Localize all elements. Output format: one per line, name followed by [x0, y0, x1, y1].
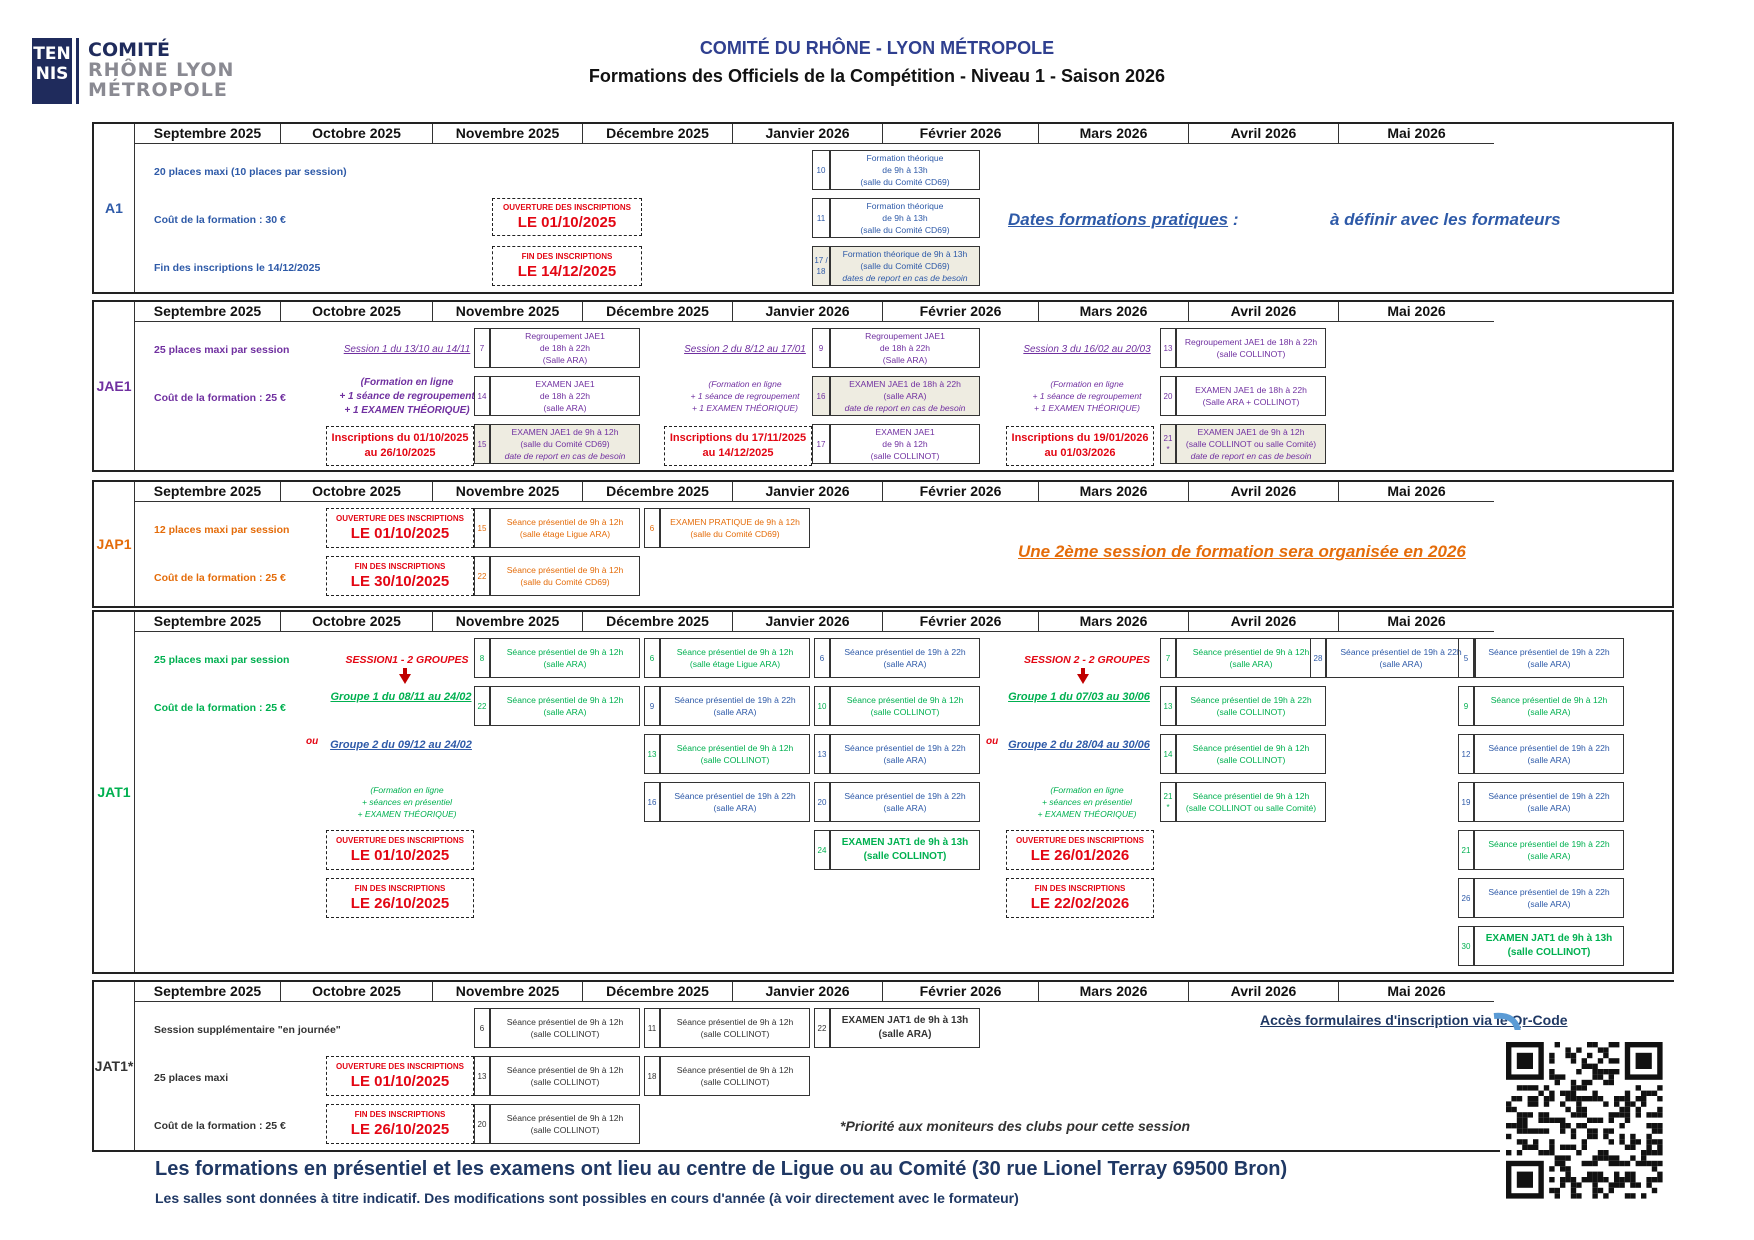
session-box: Séance présentiel de 9h à 12h (salle ARA) [1176, 638, 1326, 678]
session-box: Séance présentiel de 19h à 22h (salle ARA) [830, 782, 980, 822]
block-jap1 [92, 480, 1674, 608]
a1-cost: Coût de la formation : 30 € [154, 214, 286, 226]
month-header: Mai 2026 [1338, 124, 1494, 144]
month-header: Octobre 2025 [280, 124, 432, 144]
page-title: COMITÉ DU RHÔNE - LYON MÉTROPOLE [699, 38, 1055, 58]
jap1-day-6: 6 [644, 508, 660, 548]
jap1-opening-box: OUVERTURE DES INSCRIPTIONS LE 01/10/2025 [326, 508, 474, 548]
jat1-s1-group1: Groupe 1 du 08/11 au 24/02 [330, 691, 472, 703]
jap1-session-22: Séance présentiel de 9h à 12h (salle du Comité CD69) [490, 556, 640, 596]
jae1-cost: Coût de la formation : 25 € [154, 392, 286, 404]
month-header: Mars 2026 [1038, 482, 1188, 502]
jat1s-places: 25 places maxi [154, 1072, 229, 1084]
day-number: 6 [814, 638, 830, 678]
jat1s-session: Session supplémentaire "en journée" [154, 1024, 341, 1036]
a1-day-10: 10 [812, 150, 830, 190]
month-header: Avril 2026 [1188, 124, 1338, 144]
block-label: JAT1* [94, 1058, 134, 1074]
a1-opening-box: OUVERTURE DES INSCRIPTIONS LE 01/10/2025 [492, 198, 642, 236]
month-header: Décembre 2025 [582, 482, 732, 502]
day-number: 24 [814, 830, 830, 870]
jae1-session-13: Regroupement JAE1 de 18h à 22h (salle COLLINOT) [1176, 328, 1326, 368]
session-box: Séance présentiel de 9h à 12h (salle COLLINOT) [660, 1056, 810, 1096]
day-number: 20 [474, 1104, 490, 1144]
session-box: Séance présentiel de 19h à 22h (salle ARA) [660, 686, 810, 726]
month-header: Janvier 2026 [732, 482, 882, 502]
month-header: Février 2026 [882, 482, 1038, 502]
day-number: 8 [474, 638, 490, 678]
a1-places: 20 places maxi (10 places par session) [154, 166, 347, 178]
session-box: Séance présentiel de 9h à 12h (salle étage Ligue ARA) [660, 638, 810, 678]
qr-link-text[interactable]: Accès formulaires d'inscription via le Qr-Code [1260, 1012, 1568, 1028]
month-header: Avril 2026 [1188, 302, 1338, 322]
jap1-note: Une 2ème session de formation sera organisée en 2026 [1018, 542, 1466, 561]
jat1-or-2: ou [986, 736, 999, 747]
day-number: 13 [814, 734, 830, 774]
block-jat1 [92, 610, 1674, 974]
jae1-day-16: 16 [812, 376, 830, 416]
jae1-day-21: 21 * [1160, 424, 1176, 464]
logo-box-line2: NIS [35, 64, 69, 84]
jae1-session-21: EXAMEN JAE1 de 9h à 12h (salle COLLINOT ou salle Comité) date de report en cas de besoin [1176, 424, 1326, 464]
day-number: 6 [474, 1008, 490, 1048]
jae1-session-20: EXAMEN JAE1 de 18h à 22h (Salle ARA + COLLINOT) [1176, 376, 1326, 416]
month-header: Avril 2026 [1188, 482, 1338, 502]
jae1-places: 25 places maxi par session [154, 344, 290, 356]
a1-day-17-18: 17 / 18 [812, 246, 830, 286]
session-box: EXAMEN JAT1 de 9h à 13h (salle COLLINOT) [830, 830, 980, 870]
jat1-s2-group1: Groupe 1 du 07/03 au 30/06 [1008, 691, 1150, 703]
month-header: Décembre 2025 [582, 982, 732, 1002]
session-box: Séance présentiel de 19h à 22h (salle ARA) [830, 638, 980, 678]
jae1-session-16: EXAMEN JAE1 de 18h à 22h (salle ARA) date de report en cas de besoin [830, 376, 980, 416]
month-header: Mai 2026 [1338, 482, 1494, 502]
block-label: JAE1 [96, 378, 132, 394]
day-number: 30 [1458, 926, 1474, 966]
session-box: Séance présentiel de 19h à 22h (salle ARA) [830, 734, 980, 774]
session-box: Séance présentiel de 19h à 22h (salle ARA) [1326, 638, 1476, 678]
jat1-closing2-box: FIN DES INSCRIPTIONS LE 22/02/2026 [1006, 878, 1154, 918]
jae1-session-15: EXAMEN JAE1 de 9h à 12h (salle du Comité CD69) date de report en cas de besoin [490, 424, 640, 464]
jat1-session1-title: SESSION1 - 2 GROUPES [345, 654, 469, 666]
month-header: Novembre 2025 [432, 302, 582, 322]
day-number: 22 [474, 686, 490, 726]
jap1-session-6: EXAMEN PRATIQUE de 9h à 12h (salle du Comité CD69) [660, 508, 810, 548]
jap1-day-15: 15 [474, 508, 490, 548]
block-a1 [92, 122, 1674, 294]
session-box: Séance présentiel de 9h à 12h (salle ARA) [490, 686, 640, 726]
block-jae1 [92, 300, 1674, 472]
month-header: Février 2026 [882, 302, 1038, 322]
day-number: 16 [644, 782, 660, 822]
jae1-session3: Session 3 du 16/02 au 20/03 [1023, 344, 1151, 355]
day-number: 26 [1458, 878, 1474, 918]
session-box: Séance présentiel de 9h à 12h (salle COLLINOT) [490, 1056, 640, 1096]
session-box: Séance présentiel de 9h à 12h (salle COLLINOT) [490, 1008, 640, 1048]
jae1-session-7: Regroupement JAE1 de 18h à 22h (Salle ARA) [490, 328, 640, 368]
day-number: 12 [1458, 734, 1474, 774]
jat1-places: 25 places maxi par session [154, 654, 290, 666]
month-header: Mars 2026 [1038, 302, 1188, 322]
day-number: 21 [1458, 830, 1474, 870]
jae1-day-13: 13 [1160, 328, 1176, 368]
jat1-opening2-box: OUVERTURE DES INSCRIPTIONS LE 26/01/2026 [1006, 830, 1154, 870]
session-box: EXAMEN JAT1 de 9h à 13h (salle ARA) [830, 1008, 980, 1048]
month-header: Février 2026 [882, 982, 1038, 1002]
jat1-session2-title: SESSION 2 - 2 GROUPES [1023, 654, 1151, 666]
month-header: Janvier 2026 [732, 612, 882, 632]
a1-session-17-18: Formation théorique de 9h à 13h (salle du Comité CD69) dates de report en cas de besoin [830, 246, 980, 286]
jae1-day-20: 20 [1160, 376, 1176, 416]
jae1-session-17: EXAMEN JAE1 de 9h à 12h (salle COLLINOT) [830, 424, 980, 464]
a1-session-11: Formation théorique de 9h à 13h (salle du Comité CD69) [830, 198, 980, 238]
session-box: Séance présentiel de 9h à 12h (salle COLLINOT) [830, 686, 980, 726]
footer-note: Les salles sont données à titre indicatif. Des modifications sont possibles en cours d'année (à voir directement avec le formateur) [155, 1190, 1019, 1206]
month-header: Novembre 2025 [432, 482, 582, 502]
jap1-closing-box: FIN DES INSCRIPTIONS LE 30/10/2025 [326, 556, 474, 596]
day-number: 9 [1458, 686, 1474, 726]
jat1-online1: (Formation en ligne + séances en présentiel + EXAMEN THÉORIQUE) [357, 785, 457, 819]
session-box: Séance présentiel de 9h à 12h (salle ARA) [1474, 686, 1624, 726]
month-header: Novembre 2025 [432, 982, 582, 1002]
session-box: Séance présentiel de 19h à 22h (salle ARA) [1474, 638, 1624, 678]
jae1-online2: (Formation en ligne + 1 séance de regroupement + 1 EXAMEN THÉORIQUE) [690, 379, 800, 413]
session-box: Séance présentiel de 9h à 12h (salle ARA) [490, 638, 640, 678]
month-header: Décembre 2025 [582, 612, 732, 632]
month-header: Février 2026 [882, 124, 1038, 144]
day-number: 20 [814, 782, 830, 822]
day-number: 13 [644, 734, 660, 774]
month-header: Novembre 2025 [432, 612, 582, 632]
jat1-opening1-box: OUVERTURE DES INSCRIPTIONS LE 01/10/2025 [326, 830, 474, 870]
jat1-online2: (Formation en ligne + séances en présentiel + EXAMEN THÉORIQUE) [1037, 785, 1137, 819]
jae1-online3: (Formation en ligne + 1 séance de regroupement + 1 EXAMEN THÉORIQUE) [1032, 379, 1142, 413]
session-box: Séance présentiel de 19h à 22h (salle ARA) [1474, 734, 1624, 774]
session-box: EXAMEN JAT1 de 9h à 13h (salle COLLINOT) [1474, 926, 1624, 966]
month-header: Octobre 2025 [280, 612, 432, 632]
logo-line3: MÉTROPOLE [88, 79, 228, 101]
jae1-day-15: 15 [474, 424, 490, 464]
jat1-closing1-box: FIN DES INSCRIPTIONS LE 26/10/2025 [326, 878, 474, 918]
logo-line1: COMITÉ [88, 39, 171, 61]
jae1-inscriptions2: Inscriptions du 17/11/2025 au 14/12/2025 [664, 426, 812, 466]
month-header: Mars 2026 [1038, 982, 1188, 1002]
month-header: Janvier 2026 [732, 124, 882, 144]
day-number: 5 [1458, 638, 1474, 678]
month-header: Avril 2026 [1188, 982, 1338, 1002]
month-header: Mars 2026 [1038, 124, 1188, 144]
session-box: Séance présentiel de 19h à 22h (salle ARA) [1474, 878, 1624, 918]
a1-practical-dates-value: à définir avec les formateurs [1330, 210, 1561, 229]
month-header: Mai 2026 [1338, 302, 1494, 322]
day-number: 18 [644, 1056, 660, 1096]
jap1-day-22: 22 [474, 556, 490, 596]
a1-deadline: Fin des inscriptions le 14/12/2025 [154, 262, 321, 274]
jat1s-priority-note: *Priorité aux moniteurs des clubs pour cette session [840, 1118, 1191, 1134]
session-box: Séance présentiel de 19h à 22h (salle ARA) [1474, 782, 1624, 822]
month-header: Janvier 2026 [732, 982, 882, 1002]
day-number: 6 [644, 638, 660, 678]
page-subtitle: Formations des Officiels de la Compétition - Niveau 1 - Saison 2026 [588, 66, 1166, 86]
qr-code[interactable] [1500, 1030, 1676, 1215]
jat1-or-1: ou [306, 736, 319, 747]
jat1s-cost: Coût de la formation : 25 € [154, 1120, 286, 1132]
month-header: Septembre 2025 [134, 302, 280, 322]
session-box: Séance présentiel de 9h à 12h (salle COLLINOT) [660, 1008, 810, 1048]
jap1-session-15: Séance présentiel de 9h à 12h (salle étage Ligue ARA) [490, 508, 640, 548]
jae1-session-9: Regroupement JAE1 de 18h à 22h (Salle ARA) [830, 328, 980, 368]
jap1-cost: Coût de la formation : 25 € [154, 572, 286, 584]
jae1-session-14: EXAMEN JAE1 de 18h à 22h (salle ARA) [490, 376, 640, 416]
day-number: 21 * [1160, 782, 1176, 822]
month-header: Octobre 2025 [280, 982, 432, 1002]
month-header: Septembre 2025 [134, 612, 280, 632]
day-number: 28 [1310, 638, 1326, 678]
session-box: Séance présentiel de 9h à 12h (salle COLLINOT ou salle Comité) [1176, 782, 1326, 822]
month-header: Mai 2026 [1338, 982, 1494, 1002]
a1-day-11: 11 [812, 198, 830, 238]
month-header: Décembre 2025 [582, 302, 732, 322]
block-label: JAT1 [97, 784, 131, 800]
a1-practical-dates: Dates formations pratiques : [1008, 210, 1239, 229]
jat1-s2-group2: Groupe 2 du 28/04 au 30/06 [1008, 739, 1150, 751]
session-box: Séance présentiel de 9h à 12h (salle COLLINOT) [660, 734, 810, 774]
session-box: Séance présentiel de 19h à 22h (salle ARA) [660, 782, 810, 822]
jae1-inscriptions1: Inscriptions du 01/10/2025 au 26/10/2025 [326, 426, 474, 466]
jae1-day-9: 9 [812, 328, 830, 368]
day-number: 7 [1160, 638, 1176, 678]
jae1-online1: (Formation en ligne + 1 séance de regroupement + 1 EXAMEN THÉORIQUE) [339, 377, 475, 416]
month-header: Septembre 2025 [134, 124, 280, 144]
logo-line2: RHÔNE LYON [88, 59, 235, 81]
day-number: 9 [644, 686, 660, 726]
day-number: 22 [814, 1008, 830, 1048]
month-header: Octobre 2025 [280, 482, 432, 502]
jae1-day-17: 17 [812, 424, 830, 464]
block-jat1-supplementary [92, 980, 1674, 1152]
footer-main: Les formations en présentiel et les examens ont lieu au centre de Ligue ou au Comité (30 rue Lionel Terray 69500 Bron) [155, 1158, 1288, 1180]
day-number: 10 [814, 686, 830, 726]
month-header: Septembre 2025 [134, 982, 280, 1002]
block-label: JAP1 [96, 536, 132, 552]
logo-box-line1: TEN [33, 44, 71, 64]
month-header: Décembre 2025 [582, 124, 732, 144]
jae1-session1: Session 1 du 13/10 au 14/11 [343, 344, 471, 355]
jae1-inscriptions3: Inscriptions du 19/01/2026 au 01/03/2026 [1006, 426, 1154, 466]
month-header: Mars 2026 [1038, 612, 1188, 632]
session-box: Séance présentiel de 9h à 12h (salle COLLINOT) [490, 1104, 640, 1144]
a1-closing-box: FIN DES INSCRIPTIONS LE 14/12/2025 [492, 246, 642, 286]
session-box: Séance présentiel de 9h à 12h (salle COLLINOT) [1176, 734, 1326, 774]
jat1s-opening-box: OUVERTURE DES INSCRIPTIONS LE 01/10/2025 [326, 1056, 474, 1096]
jae1-day-14: 14 [474, 376, 490, 416]
month-header: Novembre 2025 [432, 124, 582, 144]
month-header: Septembre 2025 [134, 482, 280, 502]
session-box: Séance présentiel de 19h à 22h (salle ARA) [1474, 830, 1624, 870]
month-header: Avril 2026 [1188, 612, 1338, 632]
jap1-places: 12 places maxi par session [154, 524, 290, 536]
a1-session-10: Formation théorique de 9h à 13h (salle du Comité CD69) [830, 150, 980, 190]
month-header: Mai 2026 [1338, 612, 1494, 632]
month-header: Janvier 2026 [732, 302, 882, 322]
jat1-s1-group2: Groupe 2 du 09/12 au 24/02 [330, 739, 472, 751]
month-header: Février 2026 [882, 612, 1038, 632]
day-number: 13 [1160, 686, 1176, 726]
jae1-session2: Session 2 du 8/12 au 17/01 [684, 344, 806, 355]
month-header: Octobre 2025 [280, 302, 432, 322]
block-label: A1 [105, 200, 123, 216]
jae1-day-7: 7 [474, 328, 490, 368]
jat1-cost: Coût de la formation : 25 € [154, 702, 286, 714]
day-number: 13 [474, 1056, 490, 1096]
day-number: 19 [1458, 782, 1474, 822]
day-number: 14 [1160, 734, 1176, 774]
day-number: 11 [644, 1008, 660, 1048]
jat1s-closing-box: FIN DES INSCRIPTIONS LE 26/10/2025 [326, 1104, 474, 1144]
session-box: Séance présentiel de 19h à 22h (salle COLLINOT) [1176, 686, 1326, 726]
